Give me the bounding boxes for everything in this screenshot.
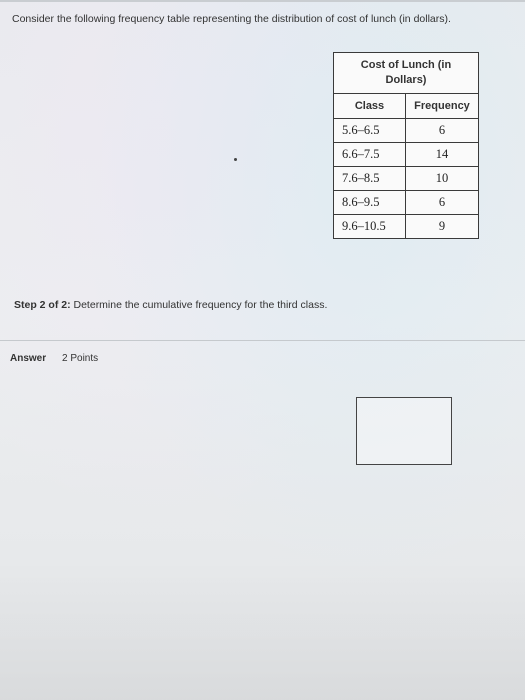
table-row — [334, 119, 479, 143]
answer-label: Answer — [10, 353, 47, 364]
bottom-shade — [0, 560, 525, 700]
frequency-table — [333, 52, 479, 239]
frequency-cell: 9 — [406, 215, 479, 239]
answer-input-box[interactable] — [356, 397, 452, 465]
table-row — [334, 191, 479, 215]
step-instruction — [14, 299, 327, 311]
table-caption-row — [334, 53, 479, 94]
class-cell: 7.6–8.5 — [334, 167, 406, 191]
class-cell: 8.6–9.5 — [334, 191, 406, 215]
top-divider — [0, 0, 525, 2]
table-row — [334, 215, 479, 239]
table-header-row — [334, 94, 479, 119]
step-prefix: Step 2 of 2: — [14, 299, 71, 311]
class-cell: 6.6–7.5 — [334, 143, 406, 167]
frequency-cell: 6 — [406, 119, 479, 143]
class-cell: 9.6–10.5 — [334, 215, 406, 239]
stray-dot — [234, 158, 237, 161]
class-cell: 5.6–6.5 — [334, 119, 406, 143]
column-header-class: Class — [334, 94, 406, 119]
column-header-frequency: Frequency — [406, 94, 479, 119]
question-text: Consider the following frequency table representing the distribution of cost of lunch (in dollars). — [12, 13, 451, 25]
answer-divider — [0, 340, 525, 341]
table-row — [334, 143, 479, 167]
table-caption-line1: Cost of Lunch (in — [360, 59, 452, 71]
table-row — [334, 167, 479, 191]
step-text: Determine the cumulative frequency for the third class. — [70, 299, 328, 311]
frequency-cell: 14 — [406, 143, 479, 167]
frequency-cell: 10 — [406, 167, 479, 191]
table-caption — [334, 53, 479, 94]
points-label: 2 Points — [62, 353, 99, 364]
frequency-cell: 6 — [406, 191, 479, 215]
table-caption-line2: Dollars) — [385, 74, 427, 86]
